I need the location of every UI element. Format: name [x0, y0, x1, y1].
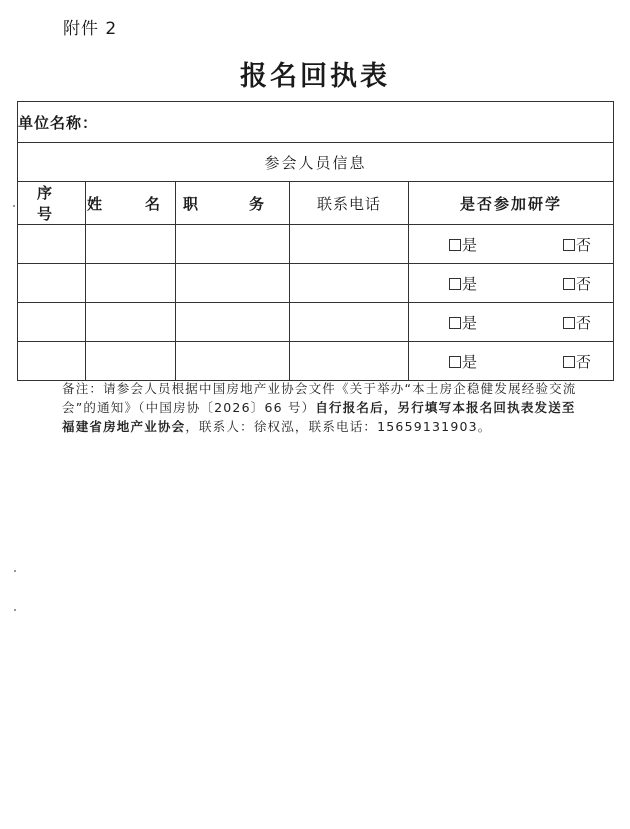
no-label: 否: [576, 353, 592, 371]
column-header-position: 职 务: [176, 182, 290, 225]
cell-name[interactable]: [86, 264, 176, 303]
yes-checkbox[interactable]: [449, 356, 461, 368]
yes-label: 是: [462, 275, 478, 293]
attachment-label: 附件 2: [63, 19, 118, 39]
cell-name[interactable]: [86, 303, 176, 342]
cell-number[interactable]: [18, 303, 86, 342]
scan-speck: [14, 570, 16, 572]
yes-checkbox[interactable]: [449, 239, 461, 251]
no-checkbox[interactable]: [563, 239, 575, 251]
unit-name-label[interactable]: 单位名称：: [18, 102, 614, 143]
scan-speck: [14, 609, 16, 611]
note-text-contact: ，联系人：徐权泓，联系电话：15659131903。: [185, 419, 492, 434]
table-row: [18, 225, 614, 264]
no-checkbox[interactable]: [563, 278, 575, 290]
column-header-phone: 联系电话: [290, 182, 409, 225]
cell-phone[interactable]: [290, 225, 409, 264]
cell-name[interactable]: [86, 342, 176, 381]
table-header-row: [18, 182, 614, 225]
yes-option[interactable]: [449, 351, 477, 372]
scan-speck: [13, 205, 15, 207]
cell-position[interactable]: [176, 225, 290, 264]
section-title: 参会人员信息: [18, 143, 614, 182]
cell-number[interactable]: [18, 264, 86, 303]
cell-study-choice: [409, 225, 614, 264]
page-title: 报名回执表: [240, 61, 390, 92]
table-row: [18, 342, 614, 381]
no-label: 否: [576, 275, 592, 293]
yes-option[interactable]: [449, 234, 477, 255]
no-option[interactable]: [563, 273, 591, 294]
registration-form-table: [17, 101, 614, 381]
cell-name[interactable]: [86, 225, 176, 264]
cell-phone[interactable]: [290, 264, 409, 303]
no-option[interactable]: [563, 234, 591, 255]
table-row: [18, 303, 614, 342]
cell-position[interactable]: [176, 303, 290, 342]
no-option[interactable]: [563, 312, 591, 333]
no-label: 否: [576, 236, 592, 254]
table-row: [18, 264, 614, 303]
note-text-intro: 备注：请参会人员根据中国房地产业协会文件《关于举办“本土房企稳健发展经验交流会”的通知》（中国房协〔2026〕66 号）: [62, 381, 577, 415]
yes-label: 是: [462, 353, 478, 371]
cell-study-choice: [409, 303, 614, 342]
cell-number[interactable]: [18, 342, 86, 381]
cell-phone[interactable]: [290, 303, 409, 342]
no-checkbox[interactable]: [563, 317, 575, 329]
cell-phone[interactable]: [290, 342, 409, 381]
yes-option[interactable]: [449, 312, 477, 333]
note-text-bold: 自行报名后，另行填写本报名回执表发送至福建省房地产业协会: [62, 400, 576, 434]
cell-position[interactable]: [176, 264, 290, 303]
column-header-number: 序 号: [18, 182, 86, 225]
yes-checkbox[interactable]: [449, 278, 461, 290]
cell-position[interactable]: [176, 342, 290, 381]
column-header-study-tour: 是否参加研学: [409, 182, 614, 225]
section-title-row: [18, 143, 614, 182]
cell-study-choice: [409, 342, 614, 381]
no-checkbox[interactable]: [563, 356, 575, 368]
yes-label: 是: [462, 236, 478, 254]
unit-name-row: [18, 102, 614, 143]
yes-label: 是: [462, 314, 478, 332]
remarks-note: [62, 379, 582, 436]
no-label: 否: [576, 314, 592, 332]
cell-number[interactable]: [18, 225, 86, 264]
yes-checkbox[interactable]: [449, 317, 461, 329]
yes-option[interactable]: [449, 273, 477, 294]
no-option[interactable]: [563, 351, 591, 372]
cell-study-choice: [409, 264, 614, 303]
column-header-name: 姓 名: [86, 182, 176, 225]
